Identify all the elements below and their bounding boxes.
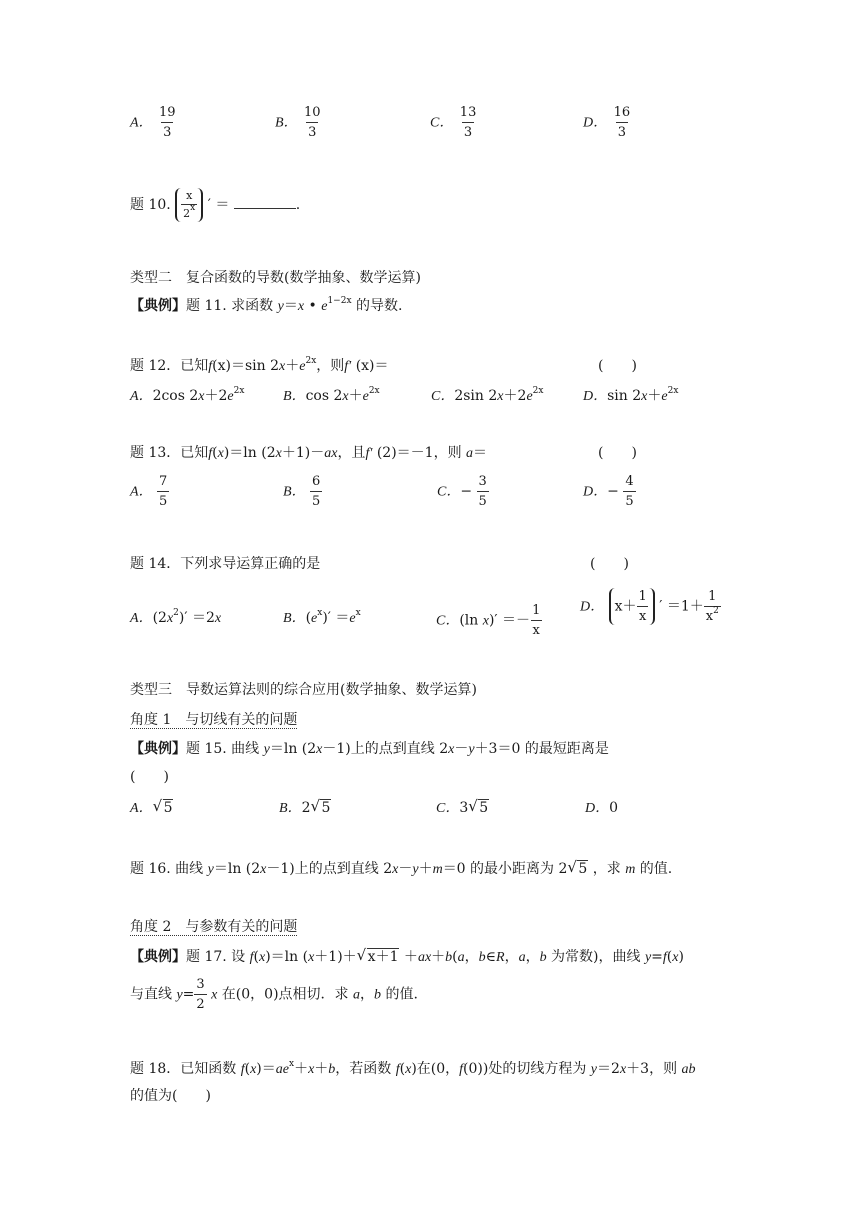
q17-line2: 与直线 y= $\frac{3}{2}$ x 在(0，0)点相切．求 a，b 的值. bbox=[130, 977, 418, 1012]
q18-line2: 的值为( ) bbox=[130, 1088, 211, 1104]
option-label: D． bbox=[583, 115, 608, 131]
q12-option-c: C．2sin $2x+2e^{2x}$ bbox=[431, 386, 544, 404]
option-label: A． bbox=[130, 115, 153, 131]
q14-answer-paren[interactable]: ( ) bbox=[590, 556, 629, 572]
q15-stem: 【典例】题 15. 曲线 y＝ln (2x－1)上的点到直线 2x－y＋3＝0 的最短距离是 bbox=[130, 741, 609, 757]
q14-stem: 题 14．下列求导运算正确的是 bbox=[130, 556, 321, 572]
sqrt: √ 5 bbox=[310, 801, 331, 815]
fraction: $\frac{13}{3}$ bbox=[459, 105, 477, 140]
q14-option-c: C．(ln x)′ ＝－ $\frac{1}{x}$ bbox=[436, 603, 541, 638]
q12-option-b: B．$\cos 2x+e^{2x}$ bbox=[283, 386, 380, 404]
q12-answer-paren[interactable]: ( ) bbox=[598, 358, 637, 374]
type2-heading: 类型二 复合函数的导数(数学抽象、数学运算) bbox=[130, 270, 421, 286]
fraction: $\frac{19}{3}$ bbox=[159, 105, 176, 140]
option-label: B． bbox=[275, 115, 298, 131]
fraction: $\frac{3}{5}$ bbox=[478, 474, 487, 509]
sqrt: √ 5 bbox=[153, 801, 174, 815]
fraction: $\frac{x}{2^x}$ bbox=[183, 189, 196, 220]
type3-heading: 类型三 导数运算法则的综合应用(数学抽象、数学运算) bbox=[130, 682, 477, 698]
q14-option-d: D． x＋ $\frac{1}{x}$ ′ ＝1＋ $\frac{1}{x^2}$ bbox=[580, 589, 719, 624]
bracket bbox=[175, 188, 203, 222]
answer-blank[interactable] bbox=[234, 208, 296, 209]
q13-option-b: B． $\frac{6}{5}$ bbox=[283, 474, 321, 509]
angle2-heading: 角度 2 与参数有关的问题 bbox=[130, 919, 298, 935]
fraction: $\frac{16}{3}$ bbox=[613, 105, 631, 140]
q15-option-b: B．2√ 5 bbox=[279, 801, 331, 816]
q15-option-c: C．3√ 5 bbox=[436, 801, 489, 816]
q10-line: 题 10. $\frac{x}{2^x}$ ′ ＝ . bbox=[130, 189, 301, 220]
q16-stem: 题 16. 曲线 y＝ln (2x－1)上的点到直线 2x－y＋m＝0 的最小距离为 2√ 5 ，求 m 的值. bbox=[130, 862, 672, 877]
q13-option-d: D．− $\frac{4}{5}$ bbox=[583, 474, 634, 509]
angle1-heading: 角度 1 与切线有关的问题 bbox=[130, 712, 298, 728]
fraction: $\frac{10}{3}$ bbox=[304, 105, 321, 140]
q15-answer-paren[interactable]: ( ) bbox=[130, 769, 169, 785]
q18-line1: 题 18．已知函数 $f(x)=ae^x+x+b$，若函数 f(x)在(0，f(0))处的切线方程为 y＝2x＋3，则 ab bbox=[130, 1059, 696, 1077]
fraction: $\frac{4}{5}$ bbox=[625, 474, 634, 509]
q12-option-d: D．$\sin 2x+e^{2x}$ bbox=[583, 386, 679, 404]
q9-option-a bbox=[130, 106, 178, 139]
q13-answer-paren[interactable]: ( ) bbox=[598, 445, 637, 461]
fraction: $\frac{1}{x}$ bbox=[532, 603, 541, 638]
q11-line: 【典例】题 11. 求函数 y＝x • $e^{1-2x}$ 的导数. bbox=[130, 296, 403, 314]
q15-option-d: D．0 bbox=[585, 800, 619, 816]
q17-line1: 【典例】题 17. 设 f(x)＝ln (x＋1)＋√ x＋1 ＋ax＋b(a，b∈R，a，b 为常数)，曲线 y=f(x) bbox=[130, 950, 684, 965]
q13-option-a: A． $\frac{7}{5}$ bbox=[130, 474, 168, 509]
q13-stem: 题 13．已知f(x)＝ln (2x＋1)－ax，且f′ (2)＝－1，则 a＝ bbox=[130, 445, 488, 461]
fraction: $\frac{6}{5}$ bbox=[312, 474, 321, 509]
q14-option-a: A．$(2x^2)' =2x$ bbox=[130, 608, 222, 626]
q12-stem: 题 12．已知f(x)＝sin $2x+e^{2x}$，则f′ (x)＝ bbox=[130, 356, 389, 374]
q9-option-c bbox=[430, 106, 478, 139]
q9-option-d bbox=[583, 106, 632, 139]
q14-option-b: B．$(e^x)' =e^x$ bbox=[283, 608, 361, 626]
q13-option-c: C．− $\frac{3}{5}$ bbox=[437, 474, 487, 509]
option-label: C． bbox=[430, 115, 454, 131]
q15-option-a: A．√ 5 bbox=[130, 801, 173, 816]
sqrt: √ 5 bbox=[468, 801, 489, 815]
fraction: $\frac{7}{5}$ bbox=[159, 474, 168, 509]
bracket: x＋ $\frac{1}{x}$ bbox=[609, 588, 655, 625]
q12-option-a: A．2cos $2x+2e^{2x}$ bbox=[130, 386, 245, 404]
q9-option-b bbox=[275, 106, 323, 139]
